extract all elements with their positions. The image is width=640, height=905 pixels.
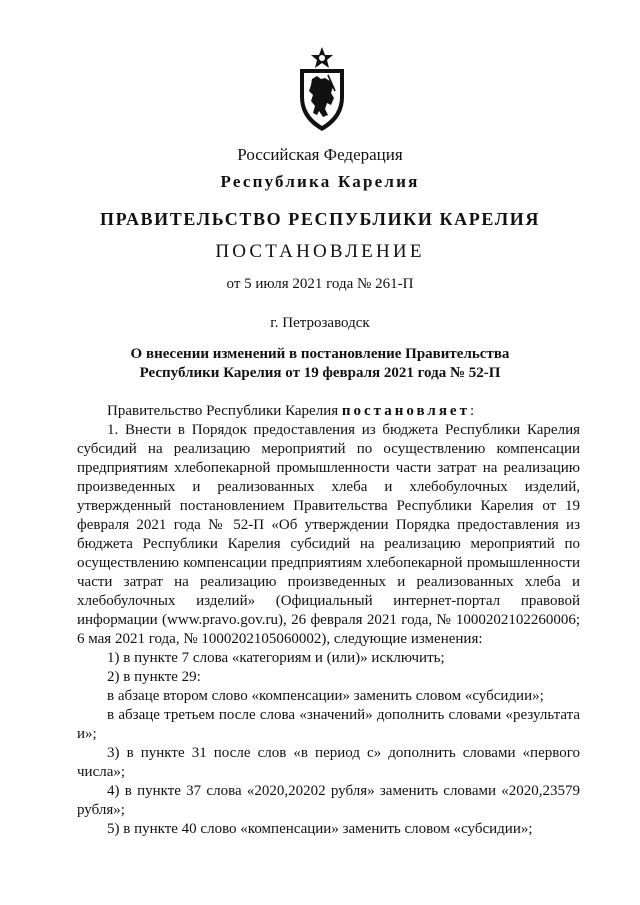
decree-type: ПОСТАНОВЛЕНИЕ — [215, 241, 425, 262]
country-name: Российская Федерация — [237, 145, 403, 164]
republic-name: Республика Карелия — [220, 172, 420, 191]
document-body — [77, 402, 580, 839]
government-name: ПРАВИТЕЛЬСТВО РЕСПУБЛИКИ КАРЕЛИЯ — [100, 209, 540, 229]
body-paragraph: 3) в пункте 31 после слов «в период с» дополнить словами «первого числа»; — [77, 745, 580, 780]
intro-emphasis: постановляет — [341, 403, 470, 419]
body-paragraph: 1. Внести в Порядок предоставления из бюджета Республики Карелия субсидий на реализацию мероприятий по осуществлению компенсации предприятиям хлебопекарной промышленности части затрат на реализацию произведенных и реализованных хлеба и хлебобулочных изделий, утвержденный постановлением Правительства Республики Карелия от 19 февраля 2021 года № 52-П «Об утверждении Порядка предоставления из бюджета Республики Карелия субсидий на реализацию мероприятий по осуществлению компенсации предприятиям хлебопекарной промышленности части затрат на реализацию произведенных и реализованных хлеба и хлебобулочных изделий» (Официальный интернет-портал правовой информации (www.pravo.gov.ru), 26 февраля 2021 года, № 1000202102260006; 6 мая 2021 года, № 1000202105060002), следующие изменения: — [77, 422, 580, 647]
intro-paragraph — [77, 402, 580, 421]
intro-end: : — [469, 403, 475, 419]
document-title — [0, 345, 640, 383]
karelia-coat-of-arms-icon — [297, 45, 347, 135]
body-paragraph: 1) в пункте 7 слова «категориям и (или)» исключить; — [107, 650, 445, 666]
document-title-line-2: Республики Карелия от 19 февраля 2021 года № 52-П — [139, 365, 501, 381]
body-paragraph: 4) в пункте 37 слова «2020,20202 рубля» заменить словами «2020,23579 рубля»; — [77, 783, 580, 818]
body-paragraph: 2) в пункте 29: — [107, 669, 201, 685]
intro-text: Правительство Республики Карелия — [107, 403, 342, 419]
body-paragraph: в абзаце втором слово «компенсации» заменить словом «субсидии»; — [107, 688, 544, 704]
document-title-line-1: О внесении изменений в постановление Правительства — [130, 346, 510, 362]
decree-date-number: от 5 июля 2021 года № 261-П — [226, 276, 414, 292]
body-paragraph: 5) в пункте 40 слово «компенсации» заменить словом «субсидии»; — [107, 821, 533, 837]
body-paragraph: в абзаце третьем после слова «значений» дополнить словами «результата и»; — [77, 707, 580, 742]
decree-city: г. Петрозаводск — [270, 315, 370, 331]
